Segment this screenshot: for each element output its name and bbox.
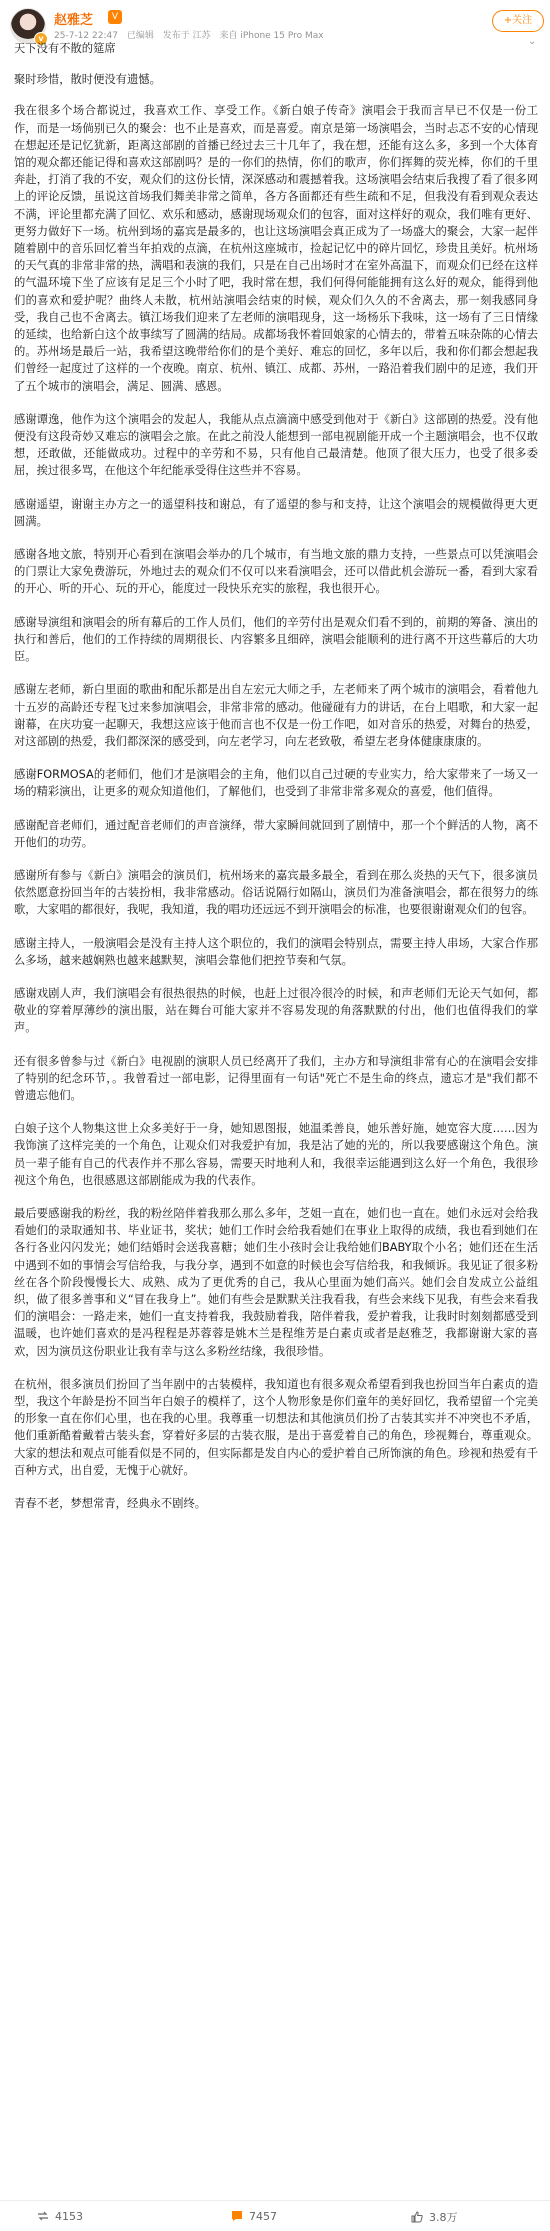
comment-button[interactable]	[230, 2209, 277, 2223]
repost-count: 4153	[55, 2209, 83, 2223]
comment-count: 7457	[249, 2209, 277, 2223]
chevron-down-icon[interactable]: ⌄	[528, 36, 537, 47]
post-time: 25-7-12 22:47	[54, 31, 118, 41]
follow-button[interactable]: +关注	[492, 10, 544, 32]
like-button[interactable]	[410, 2209, 458, 2225]
post-paragraph: 最后要感谢我的粉丝，我的粉丝陪伴着我那么那么多年，芝姐一直在，她们也一直在。她们永远对会给我看她们的录取通知书、毕业证书，奖状；她们工作时会给我看她们在事业上取得的成绩，我也看到她们在各行各业闪闪发光；她们结婚时会送我喜糖；她们生小孩时会让我给她们BABY取个小名；她们还在生活中遇到不如的事情会写信给我，与我分享，遇到不如意的时候也会写信给我，和我倾诉。我见证了很多粉丝在各个阶段慢慢长大、成熟、成为了更优秀的自己，我从心里面为她们高兴。她们会自发成立公益组织，做了很多善事和义“冒在我身上”。她们有些会是默默关注我看我，有些会来线下见我，有些会来看我们的演唱会：一路走来，她们一直支持着我，我鼓励着我，陪伴着我，爱护着我，让我时时刻刻都感受到温暖，也许她们喜欢的是冯程程是苏蓉蓉是姚木兰是程维芳是白素贞或者是赵雅芝，我都谢谢大家的喜欢，因为演员这份职业让我有幸与这么多粉丝结缘，我很珍惜。	[14, 1206, 538, 1358]
username[interactable]: 赵雅芝	[54, 13, 94, 28]
like-count: 3.8万	[429, 2211, 458, 2224]
post-paragraph: 感谢遥望，谢谢主办方之一的遥望科技和谢总，有了遥望的参与和支持，让这个演唱会的规模做得更大更圆满。	[14, 497, 538, 528]
post-paragraph: 感谢各地文旅，特别开心看到在演唱会举办的几个城市，有当地文旅的鼎力支持，一些景点可以凭演唱会的门票让大家免费游玩，外地过去的观众们不仅可以来看演唱会，还可以借此机会游玩一番，看到大家看的开心、听的开心、玩的开心，能度过一段快乐充实的旅程，我也很开心。	[14, 548, 538, 596]
post-paragraph: 感谢左老师，新白里面的歌曲和配乐都是出自左宏元大师之手，左老师来了两个城市的演唱会，看着他九十五岁的高龄还专程飞过来参加演唱会，非常非常的感动。他碰碰有力的讲话，在台上唱歌，和大家一起谢幕，在庆功宴一起聊天，我想这应该于他而言也不仅是一份工作吧，如对音乐的热爱，对舞台的热爱，对这部剧的热爱，我们都深深的感受到，向左老学习，向左老致敬，希望左老身体健康康康的。	[14, 683, 538, 748]
post-paragraph: 感谢FORMOSA的老师们，他们才是演唱会的主角，他们以自己过硬的专业实力，给大家带来了一场又一场的精彩演出，让更多的观众知道他们，了解他们，也受到了非常非常多观众的喜爱，他们值得。	[14, 768, 538, 799]
repost-icon	[36, 2209, 50, 2223]
post-paragraph: 还有很多曾参与过《新白》电视剧的演职人员已经离开了我们，主办方和导演组非常有心的在演唱会安排了特别的纪念环节，。我曾看过一部电影，记得里面有一句话"死亡不是生命的终点，遗忘才是"我们都不曾遗忘他们。	[14, 1054, 538, 1102]
post-paragraph: 白娘子这个人物集这世上众多美好于一身，她知恩图报，她温柔善良，她乐善好施，她宽容大度……因为我饰演了这样完美的一个角色，让观众们对我爱护有加，我是沾了她的光的，所以我要感谢这个角色。演员一辈子能有自己的代表作并不那么容易，需要天时地利人和，我很幸运能遇到这么好一个角色，我很珍视这个角色，也很感恩这部剧能成为我的代表作。	[14, 1122, 538, 1187]
verified-badge-icon: v	[34, 32, 48, 46]
post-paragraph: 感谢配音老师们，通过配音老师们的声音演绎，带大家瞬间就回到了剧情中，那一个个鲜活的人物，离不开他们的功劳。	[14, 818, 538, 849]
post-paragraph: 聚时珍惜，散时便没有遗憾。	[14, 73, 161, 87]
thumbs-up-icon	[410, 2210, 424, 2224]
post-body	[14, 40, 538, 1528]
edited-label[interactable]: 已编辑	[126, 31, 154, 41]
post-location: 发布于 江苏	[162, 31, 211, 41]
post-paragraph: 感谢戏剧人声，我们演唱会有很热很热的时候，也赶上过很冷很冷的时候，和声老师们无论天气如何，都敬业的穿着厚薄纱的演出服，站在舞台可能大家并不容易发现的角落默默的付出，他们也值得我们的掌声。	[14, 986, 538, 1035]
post-paragraph: 青春不老，梦想常青，经典永不剧终。	[14, 1497, 207, 1511]
post-device: 来自 iPhone 15 Pro Max	[219, 31, 324, 41]
post-paragraph: 我在很多个场合都说过，我喜欢工作、享受工作。《新白娘子传奇》演唱会于我而言早已不仅是一份工作，而是一场倘别已久的聚会：也不止是喜欢，而是喜爱。南京是第一场演唱会，当时忐忑不安的心情现在想起还是记忆犹新，距离这部剧的首播已经过去三十几年了，我在想，还能有这么多，多到一个大体育馆的观众都还能记得和喜欢这部剧吗？是的一你们的热情，你们的歌声，你们挥舞的荧光棒，你们的千里奔赴，打消了我的不安，观众们的这份长情，深深感动和震撼着我。这场演唱会结束后我搜了看了很多网上的评论反馈，虽说这首场我们舞美非常之简单，各方各面都还有些生疏和不足，但我没有看到观众表达不满，评论里都充满了回忆、欢乐和感动，感谢现场观众们的包容，面对这样好的观众，我们唯有更好、更努力做好下一场。杭州到场的嘉宾是最多的，也让这场演唱会真正成为了一场盛大的聚会，大家一起伴随着剧中的音乐回忆着当年拍戏的点滴，在杭州这座城市，捡起记忆中的碎片回忆，珍贵且美好。杭州场的天气真的非常非常的热，满唱和表演的我们，只是在自己出场时才在室外高温下，而观众们已经在这样的气温环境下坐了应该有足足三个小时了吧，我时常在想，我们何得何能能拥有这么好的观众，能得到他们的喜欢和爱护呢？曲终人未散，杭州站演唱会结束的时候，观众们久久的不舍离去，那一刻我感同身受，我自己也不舍离去。镇江场我们迎来了左老师的演唱现身，这一场杨乐下我味，这一场有了三日情缘的延续，也给新白这个故事续写了圆满的结局。成都场我怀着回娘家的心情去的，带着五味杂陈的心情去的。苏州场是最后一站，我希望这晚带给你们的是个美好、难忘的回忆，多年以后，我和你们都会想起我们曾经一起度过了这样的一个夜晚。南京、杭州、镇江、成都、苏州，一路沿着我们剧中的足迹，我们开了五个城市的演唱会，满足、圆满、感恩。	[14, 104, 538, 393]
post-paragraph: 感谢导演组和演唱会的所有幕后的工作人员们，他们的辛劳付出是观众们看不到的，前期的筹备、演出的执行和善后，他们的工作持续的周期很长、内容繁多且细碎，演唱会能顺利的进行离不开这些幕后的大功臣。	[14, 615, 538, 664]
action-bar	[0, 2200, 550, 2231]
post-paragraph: 天下没有不散的筵席	[14, 42, 116, 55]
post-paragraph: 感谢主持人，一般演唱会是没有主持人这个职位的，我们的演唱会特别点，需要主持人串场，大家合作那么多场，越来越娴熟也越来越默契，演唱会靠他们把控节奏和气氛。	[14, 936, 538, 967]
comment-icon	[230, 2209, 244, 2223]
member-badge-icon: V	[108, 10, 122, 24]
post-paragraph: 感谢谭逸，他作为这个演唱会的发起人，我能从点点滴滴中感受到他对于《新白》这部剧的热爱。没有他便没有这段奇妙又难忘的演唱会之旅。在此之前没人能想到一部电视剧能开成一个主题演唱会，也不仅敢想，还敢做，还能做成功。过程中的辛劳和不易，只有他自己最清楚。他顶了很大压力，也受了很多委屈，挨过很多骂，在他这个年纪能承受得住这些并不容易。	[14, 412, 538, 478]
post-paragraph: 在杭州，很多演员们扮回了当年剧中的古装模样，我知道也有很多观众希望看到我也扮回当年白素贞的造型，我这个年龄是扮不回当年白娘子的模样了，这个人物形象是你们童年的美好回忆，我希望留一个完美的形象一直在你们心里，也在我的心里。我尊重一切想法和其他演员们扮了古装其实并不冲突也不矛盾，他们重新酷着戴着古装头套，穿着好多层的古装衣服，是出于喜爱着自己的角色，珍视舞台，尊重观众。大家的想法和观点可能看似是不同的，但实际都是发自内心的爱护着自己所饰演的角色。珍视和热爱有千百种方式，出自爱，无愧于心就好。	[14, 1377, 538, 1477]
post-paragraph: 感谢所有参与《新白》演唱会的演员们，杭州场来的嘉宾最多最全，看到在那么炎热的天气下，很多演员依然愿意扮回当年的古装扮相，我非常感动。俗话说隔行如隔山，演员们为准备演唱会，都在很努力的练歌，大家唱的都很好，我呢，我知道，我的唱功还远远不到开演唱会的标准，也要很谢谢观众们的包容。	[14, 868, 538, 917]
repost-button[interactable]	[36, 2209, 83, 2223]
